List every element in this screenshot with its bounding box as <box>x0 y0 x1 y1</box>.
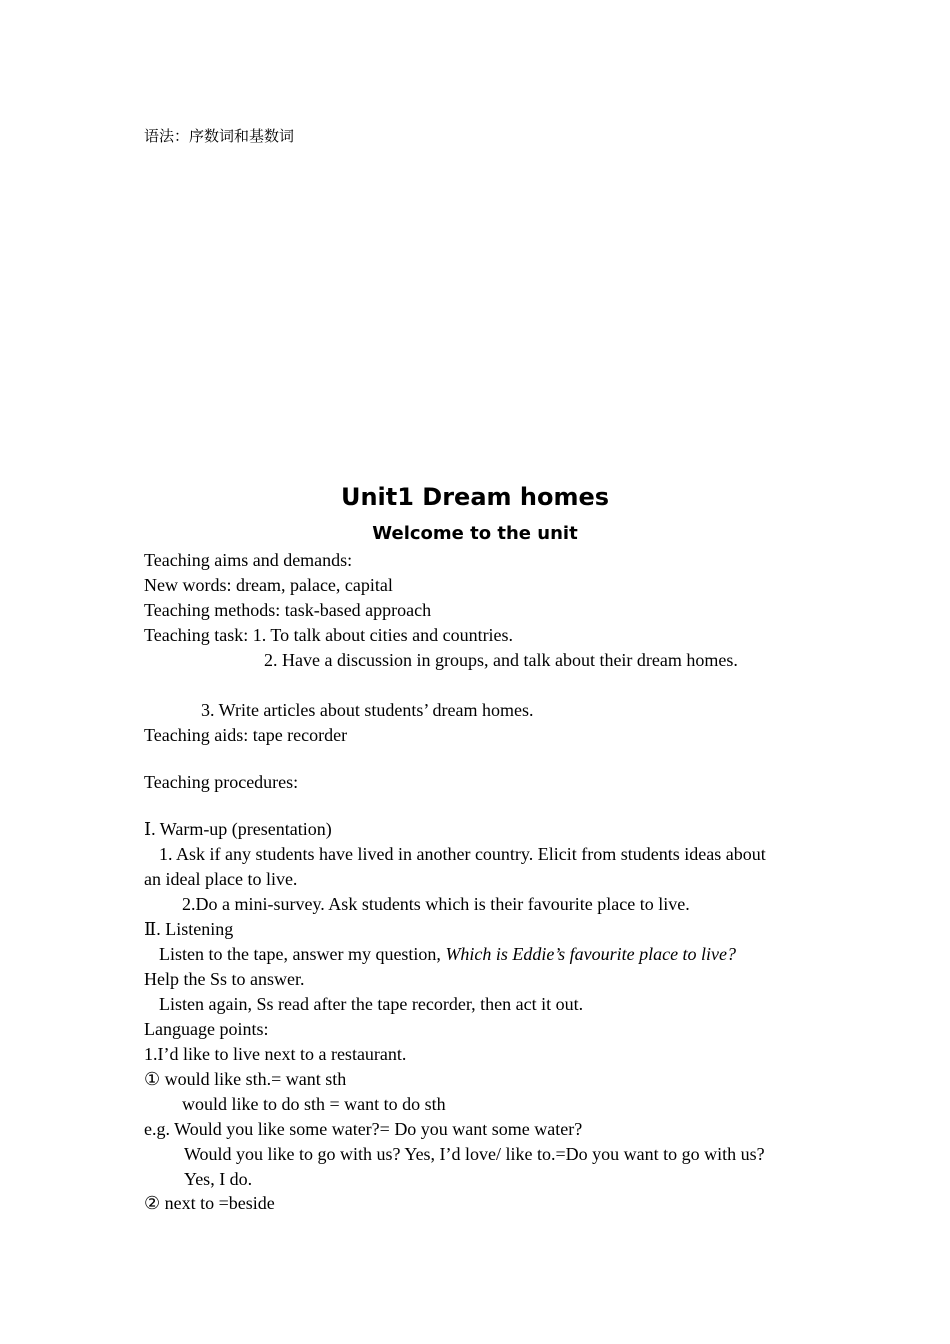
language-point-1: 1.I’d like to live next to a restaurant. <box>144 1044 407 1064</box>
warmup-item-1: 1. Ask if any students have lived in another country. Elicit from students ideas about <box>159 844 766 864</box>
teaching-task-2: 2. Have a discussion in groups, and talk about their dream homes. <box>264 650 738 670</box>
teaching-aims: Teaching aims and demands: <box>144 550 353 570</box>
teaching-procedures: Teaching procedures: <box>144 772 299 792</box>
teaching-methods: Teaching methods: task-based approach <box>144 600 432 620</box>
example-3: Yes, I do. <box>184 1169 253 1189</box>
example-1: e.g. Would you like some water?= Do you want some water? <box>144 1119 583 1139</box>
usage-1: ① would like sth.= want sth <box>144 1069 347 1089</box>
example-2: Would you like to go with us? Yes, I’d love/ like to.=Do you want to go with us? <box>184 1144 765 1164</box>
usage-2: ② next to =beside <box>144 1193 275 1213</box>
unit-title: Unit1 Dream homes <box>340 483 610 511</box>
section-warmup: Ⅰ. Warm-up (presentation) <box>144 819 332 839</box>
listening-question-text: Listen to the tape, answer my question, <box>159 944 446 964</box>
warmup-item-2: 2.Do a mini-survey. Ask students which is their favourite place to live. <box>182 894 690 914</box>
listen-again: Listen again, Ss read after the tape recorder, then act it out. <box>159 994 584 1014</box>
teaching-task-1: Teaching task: 1. To talk about cities and countries. <box>144 625 514 645</box>
teaching-aids: Teaching aids: tape recorder <box>144 725 348 745</box>
warmup-item-1-cont: an ideal place to live. <box>144 869 298 889</box>
listening-question-italic: Which is Eddie’s favourite place to live? <box>445 944 737 964</box>
grammar-note: 语法：序数词和基数词 <box>144 129 295 145</box>
unit-subtitle: Welcome to the unit <box>372 523 578 544</box>
usage-1b: would like to do sth = want to do sth <box>182 1094 446 1114</box>
section-listening: Ⅱ. Listening <box>144 919 234 939</box>
teaching-task-3: 3. Write articles about students’ dream homes. <box>201 700 534 720</box>
help-answer: Help the Ss to answer. <box>144 969 305 989</box>
new-words: New words: dream, palace, capital <box>144 575 393 595</box>
listening-question <box>159 942 736 966</box>
language-points-heading: Language points: <box>144 1019 269 1039</box>
